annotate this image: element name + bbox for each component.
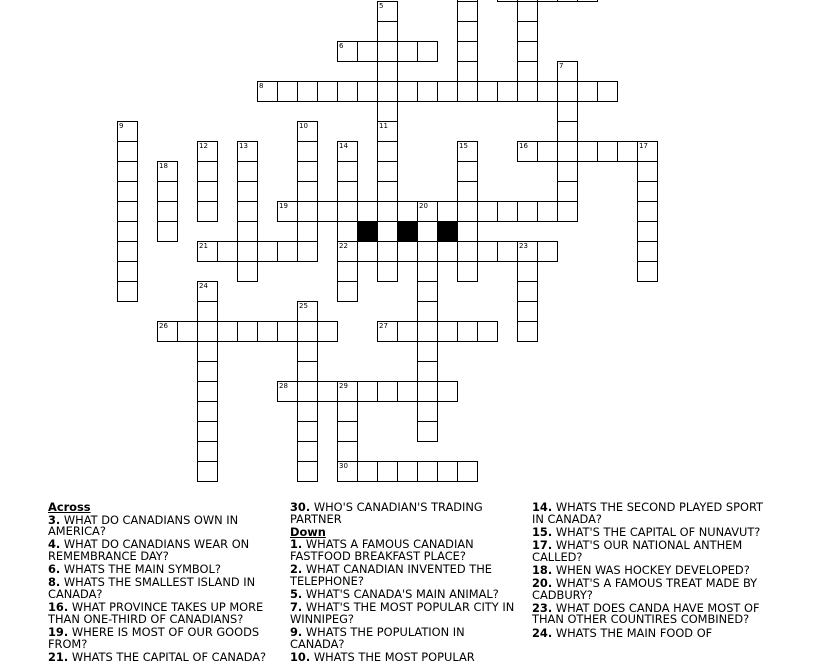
grid-cell[interactable]	[437, 201, 458, 222]
clue-item	[532, 625, 764, 640]
clue-text: WHAT'S THE MOST POPULAR CITY IN WINNIPEG?	[290, 600, 515, 626]
clue-item	[532, 575, 764, 602]
clue-number: 12	[199, 142, 208, 150]
clue-item	[290, 502, 522, 525]
grid-cell[interactable]	[637, 161, 658, 182]
grid-cell[interactable]	[477, 201, 498, 222]
grid-cell[interactable]	[297, 301, 318, 322]
grid-cell[interactable]	[457, 61, 478, 82]
clue-number: 14	[339, 142, 348, 150]
clue-text: WHATS THE SECOND PLAYED SPORT IN CANADA?	[532, 500, 763, 526]
clue-number: 6	[339, 42, 344, 50]
clue-item	[532, 524, 764, 539]
grid-cell[interactable]	[457, 161, 478, 182]
clue-item	[290, 624, 522, 651]
grid-cell[interactable]	[277, 381, 298, 402]
grid-cell[interactable]	[157, 201, 178, 222]
grid-cell[interactable]	[457, 221, 478, 242]
grid-cell[interactable]	[457, 201, 478, 222]
clue-number: 21	[199, 242, 208, 250]
grid-cell[interactable]	[297, 381, 318, 402]
grid-cell[interactable]	[377, 201, 398, 222]
black-square	[437, 221, 458, 242]
grid-cell[interactable]	[637, 261, 658, 282]
grid-cell[interactable]	[637, 221, 658, 242]
grid-cell[interactable]	[377, 381, 398, 402]
grid-cell[interactable]	[257, 81, 278, 102]
grid-cell[interactable]	[377, 141, 398, 162]
grid-cell[interactable]	[517, 81, 538, 102]
grid-cell[interactable]	[117, 201, 138, 222]
grid-cell[interactable]	[337, 201, 358, 222]
grid-cell[interactable]	[337, 401, 358, 422]
grid-cell[interactable]	[457, 81, 478, 102]
clue-number-label: 5.	[290, 586, 303, 601]
clue-number: 27	[379, 322, 388, 330]
grid-cell[interactable]	[497, 241, 518, 262]
grid-cell[interactable]	[197, 161, 218, 182]
grid-cell[interactable]	[557, 201, 578, 222]
grid-cell[interactable]	[417, 341, 438, 362]
grid-cell[interactable]	[517, 241, 538, 262]
grid-cell[interactable]	[497, 201, 518, 222]
clue-number: 5	[379, 2, 384, 10]
grid-cell[interactable]	[377, 81, 398, 102]
clue-number: 16	[519, 142, 528, 150]
grid-cell[interactable]	[337, 141, 358, 162]
grid-cell[interactable]	[517, 141, 538, 162]
grid-cell[interactable]	[297, 221, 318, 242]
grid-cell[interactable]	[357, 461, 378, 482]
grid-cell[interactable]	[357, 201, 378, 222]
grid-cell[interactable]	[417, 461, 438, 482]
grid-cell[interactable]	[517, 261, 538, 282]
clue-number-label: 21.	[48, 649, 69, 664]
grid-cell[interactable]	[637, 141, 658, 162]
grid-cell[interactable]	[457, 261, 478, 282]
grid-cell[interactable]	[337, 421, 358, 442]
grid-cell[interactable]	[197, 421, 218, 442]
grid-cell[interactable]	[597, 81, 618, 102]
grid-cell[interactable]	[337, 81, 358, 102]
grid-cell[interactable]	[537, 81, 558, 102]
grid-cell[interactable]	[377, 241, 398, 262]
grid-cell[interactable]	[197, 401, 218, 422]
grid-cell[interactable]	[517, 21, 538, 42]
grid-cell[interactable]	[377, 321, 398, 342]
grid-cell[interactable]	[297, 401, 318, 422]
clue-text: WHATS THE MOST POPULAR	[313, 649, 475, 664]
grid-cell[interactable]	[157, 181, 178, 202]
clue-number: 20	[419, 202, 428, 210]
clue-item	[532, 562, 764, 577]
clue-item	[48, 602, 280, 625]
grid-cell[interactable]	[297, 121, 318, 142]
clue-number: 30	[339, 462, 348, 470]
grid-cell[interactable]	[417, 381, 438, 402]
grid-cell[interactable]	[117, 221, 138, 242]
grid-cell[interactable]	[457, 1, 478, 22]
grid-cell[interactable]	[577, 81, 598, 102]
grid-cell[interactable]	[417, 41, 438, 62]
grid-cell[interactable]	[457, 241, 478, 262]
grid-cell[interactable]	[557, 81, 578, 102]
grid-cell[interactable]	[497, 81, 518, 102]
grid-cell[interactable]	[157, 321, 178, 342]
grid-cell[interactable]	[297, 161, 318, 182]
clue-text: WHEN WAS HOCKEY DEVELOPED?	[555, 562, 750, 577]
clue-item	[290, 649, 522, 664]
grid-cell[interactable]	[557, 141, 578, 162]
clue-number-label: 4.	[48, 537, 61, 552]
grid-cell[interactable]	[197, 441, 218, 462]
grid-cell[interactable]	[377, 21, 398, 42]
grid-cell[interactable]	[557, 121, 578, 142]
grid-cell[interactable]	[197, 321, 218, 342]
grid-cell[interactable]	[397, 41, 418, 62]
clue-item	[532, 502, 764, 525]
grid-cell[interactable]	[277, 201, 298, 222]
grid-cell[interactable]	[117, 161, 138, 182]
grid-cell[interactable]	[537, 241, 558, 262]
grid-cell[interactable]	[377, 221, 398, 242]
grid-cell[interactable]	[297, 421, 318, 442]
grid-cell[interactable]	[157, 161, 178, 182]
clue-number-label: 2.	[290, 562, 303, 577]
grid-cell[interactable]	[217, 321, 238, 342]
grid-cell[interactable]	[577, 0, 598, 2]
grid-cell[interactable]	[397, 201, 418, 222]
clue-list	[0, 502, 816, 662]
clue-number-label: 17.	[532, 537, 553, 552]
grid-cell[interactable]	[437, 321, 458, 342]
clue-text: WHAT'S OUR NATIONAL ANTHEM CALLED?	[532, 537, 743, 564]
clue-item	[290, 564, 522, 587]
grid-cell[interactable]	[377, 101, 398, 122]
grid-cell[interactable]	[517, 201, 538, 222]
clue-text: WHAT CANADIAN INVENTED THE TELEPHONE?	[290, 562, 492, 588]
grid-cell[interactable]	[237, 261, 258, 282]
grid-cell[interactable]	[437, 381, 458, 402]
grid-cell[interactable]	[517, 281, 538, 302]
clue-number: 19	[279, 202, 288, 210]
clue-number: 17	[639, 142, 648, 150]
grid-cell[interactable]	[497, 0, 518, 2]
clue-number-label: 1.	[290, 537, 303, 552]
grid-cell[interactable]	[557, 0, 578, 2]
across-heading: Across	[48, 500, 91, 514]
clue-item	[290, 539, 522, 562]
grid-cell[interactable]	[397, 381, 418, 402]
clue-number: 28	[279, 382, 288, 390]
grid-cell[interactable]	[117, 281, 138, 302]
grid-cell[interactable]	[397, 321, 418, 342]
clue-number-label: 3.	[48, 512, 61, 527]
grid-cell[interactable]	[237, 201, 258, 222]
grid-cell[interactable]	[297, 321, 318, 342]
grid-cell[interactable]	[437, 81, 458, 102]
down-heading: Down	[290, 524, 326, 539]
clue-item	[48, 649, 280, 664]
grid-cell[interactable]	[557, 61, 578, 82]
grid-cell[interactable]	[337, 41, 358, 62]
grid-cell[interactable]	[317, 81, 338, 102]
grid-cell[interactable]	[457, 461, 478, 482]
clue-text: WHAT'S CANADA'S MAIN ANIMAL?	[305, 586, 499, 601]
grid-cell[interactable]	[277, 81, 298, 102]
grid-cell[interactable]	[417, 281, 438, 302]
grid-cell[interactable]	[297, 341, 318, 362]
clue-number: 9	[119, 122, 124, 130]
grid-cell[interactable]	[197, 281, 218, 302]
clue-item	[290, 602, 522, 625]
clue-number: 29	[339, 382, 348, 390]
grid-cell[interactable]	[297, 361, 318, 382]
grid-cell[interactable]	[317, 381, 338, 402]
grid-cell[interactable]	[337, 221, 358, 242]
clue-text: WHATS THE POPULATION IN CANADA?	[290, 624, 465, 651]
black-square	[397, 221, 418, 242]
clue-column-1	[48, 502, 280, 665]
grid-cell[interactable]	[377, 181, 398, 202]
grid-cell[interactable]	[257, 321, 278, 342]
grid-cell[interactable]	[117, 141, 138, 162]
clue-column-2	[290, 502, 522, 665]
clue-text: WHAT DOES CANDA HAVE MOST OF THAN OTHER COUNTIRES COMBINED?	[532, 600, 760, 627]
grid-cell[interactable]	[177, 321, 198, 342]
clue-number: 7	[559, 62, 564, 70]
grid-cell[interactable]	[437, 241, 458, 262]
grid-cell[interactable]	[197, 141, 218, 162]
clue-number-label: 10.	[290, 649, 311, 664]
clue-item	[532, 600, 764, 627]
clue-item	[290, 586, 522, 601]
grid-cell[interactable]	[517, 61, 538, 82]
clue-text: WHATS A FAMOUS CANADIAN FASTFOOD BREAKFAST PLACE?	[290, 537, 474, 563]
grid-cell[interactable]	[417, 261, 438, 282]
grid-cell[interactable]	[537, 0, 558, 2]
grid-cell[interactable]	[197, 361, 218, 382]
grid-cell[interactable]	[377, 121, 398, 142]
clue-number-label: 14.	[532, 500, 553, 514]
grid-cell[interactable]	[457, 21, 478, 42]
grid-cell[interactable]	[197, 181, 218, 202]
clue-text: WHATS THE CAPITAL OF CANADA?	[71, 649, 267, 664]
grid-cell[interactable]	[337, 441, 358, 462]
grid-cell[interactable]	[477, 81, 498, 102]
grid-cell[interactable]	[117, 241, 138, 262]
grid-cell[interactable]	[297, 81, 318, 102]
grid-cell[interactable]	[437, 461, 458, 482]
grid-cell[interactable]	[117, 121, 138, 142]
clue-text: WHAT PROVINCE TAKES UP MORE THAN ONE-THIRD OF CANADIANS?	[48, 600, 264, 626]
grid-cell[interactable]	[577, 141, 598, 162]
grid-cell[interactable]	[477, 321, 498, 342]
grid-cell[interactable]	[297, 141, 318, 162]
grid-cell[interactable]	[237, 181, 258, 202]
clue-number: 10	[299, 122, 308, 130]
clue-item	[48, 512, 280, 539]
grid-cell[interactable]	[337, 261, 358, 282]
grid-cell[interactable]	[477, 241, 498, 262]
clue-number-label: 23.	[532, 600, 553, 615]
clue-number: 11	[379, 122, 388, 130]
clue-text: WHAT DO CANADIANS OWN IN AMERICA?	[48, 512, 239, 539]
grid-cell[interactable]	[337, 281, 358, 302]
grid-cell[interactable]	[337, 181, 358, 202]
grid-cell[interactable]	[197, 301, 218, 322]
clue-number: 25	[299, 302, 308, 310]
grid-cell[interactable]	[337, 381, 358, 402]
clue-number-label: 18.	[532, 562, 553, 577]
grid-cell[interactable]	[557, 101, 578, 122]
grid-cell[interactable]	[377, 261, 398, 282]
clue-text: WHAT DO CANADIANS WEAR ON REMEMBRANCE DAY?	[48, 537, 250, 563]
clue-number-label: 30.	[290, 500, 311, 514]
clue-item	[48, 539, 280, 562]
grid-cell[interactable]	[417, 421, 438, 442]
grid-cell[interactable]	[377, 161, 398, 182]
clue-number: 18	[159, 162, 168, 170]
clue-text: WHAT'S THE CAPITAL OF NUNAVUT?	[555, 524, 761, 539]
grid-cell[interactable]	[517, 41, 538, 62]
grid-cell[interactable]	[377, 41, 398, 62]
clue-text: WHO'S CANADIAN'S TRADING PARTNER	[290, 500, 483, 526]
grid-cell[interactable]	[237, 321, 258, 342]
grid-cell[interactable]	[377, 61, 398, 82]
grid-cell[interactable]	[417, 81, 438, 102]
grid-cell[interactable]	[557, 161, 578, 182]
grid-cell[interactable]	[277, 241, 298, 262]
grid-cell[interactable]	[117, 181, 138, 202]
grid-cell[interactable]	[397, 241, 418, 262]
clue-number: 22	[339, 242, 348, 250]
grid-cell[interactable]	[337, 461, 358, 482]
clue-text: WHATS THE MAIN FOOD OF	[555, 625, 713, 640]
clue-number-label: 16.	[48, 600, 69, 615]
grid-cell[interactable]	[597, 141, 618, 162]
grid-cell[interactable]	[417, 361, 438, 382]
clue-number-label: 9.	[290, 624, 303, 639]
grid-cell[interactable]	[237, 241, 258, 262]
clue-number: 8	[259, 82, 264, 90]
grid-cell[interactable]	[317, 201, 338, 222]
clue-number-label: 24.	[532, 625, 553, 640]
grid-cell[interactable]	[397, 461, 418, 482]
grid-cell[interactable]	[197, 341, 218, 362]
clue-number: 23	[519, 242, 528, 250]
grid-cell[interactable]	[637, 241, 658, 262]
grid-cell[interactable]	[297, 181, 318, 202]
grid-cell[interactable]	[517, 321, 538, 342]
grid-cell[interactable]	[417, 301, 438, 322]
grid-cell[interactable]	[517, 301, 538, 322]
grid-cell[interactable]	[297, 241, 318, 262]
grid-cell[interactable]	[297, 441, 318, 462]
grid-cell[interactable]	[637, 181, 658, 202]
clue-number: 15	[459, 142, 468, 150]
grid-cell[interactable]	[117, 261, 138, 282]
grid-cell[interactable]	[617, 141, 638, 162]
grid-cell[interactable]	[457, 141, 478, 162]
grid-cell[interactable]	[317, 321, 338, 342]
clue-item	[532, 537, 764, 564]
grid-cell[interactable]	[297, 461, 318, 482]
grid-cell[interactable]	[197, 201, 218, 222]
clue-number-label: 20.	[532, 575, 553, 590]
grid-cell[interactable]	[417, 201, 438, 222]
grid-cell[interactable]	[237, 221, 258, 242]
clue-item	[48, 564, 280, 576]
grid-cell[interactable]	[537, 141, 558, 162]
clue-number: 13	[239, 142, 248, 150]
grid-cell[interactable]	[337, 241, 358, 262]
grid-cell[interactable]	[637, 201, 658, 222]
grid-cell[interactable]	[237, 141, 258, 162]
grid-cell[interactable]	[397, 81, 418, 102]
grid-cell[interactable]	[357, 41, 378, 62]
grid-cell[interactable]	[457, 321, 478, 342]
grid-cell[interactable]	[357, 381, 378, 402]
clue-item	[48, 577, 280, 600]
grid-cell[interactable]	[457, 41, 478, 62]
clue-number: 26	[159, 322, 168, 330]
grid-cell[interactable]	[277, 321, 298, 342]
black-square	[357, 221, 378, 242]
grid-cell[interactable]	[377, 461, 398, 482]
grid-cell[interactable]	[357, 241, 378, 262]
clue-text: WHATS THE SMALLEST ISLAND IN CANADA?	[48, 575, 256, 601]
clue-number-label: 7.	[290, 600, 303, 615]
grid-cell[interactable]	[417, 221, 438, 242]
grid-cell[interactable]	[417, 241, 438, 262]
grid-cell[interactable]	[297, 201, 318, 222]
clue-number: 24	[199, 282, 208, 290]
grid-cell[interactable]	[197, 381, 218, 402]
grid-cell[interactable]	[517, 1, 538, 22]
grid-cell[interactable]	[237, 161, 258, 182]
grid-cell[interactable]	[417, 321, 438, 342]
grid-cell[interactable]	[457, 181, 478, 202]
clue-number-label: 19.	[48, 624, 69, 639]
grid-cell[interactable]	[557, 181, 578, 202]
clue-text: WHAT'S A FAMOUS TREAT MADE BY CADBURY?	[532, 575, 758, 602]
grid-cell[interactable]	[357, 81, 378, 102]
grid-cell[interactable]	[217, 241, 238, 262]
grid-cell[interactable]	[257, 241, 278, 262]
clue-number-label: 8.	[48, 575, 61, 590]
grid-cell[interactable]	[537, 201, 558, 222]
grid-cell[interactable]	[377, 1, 398, 22]
grid-cell[interactable]	[417, 401, 438, 422]
clue-number-label: 6.	[48, 562, 61, 577]
clue-item	[48, 624, 280, 651]
clue-text: WHERE IS MOST OF OUR GOODS FROM?	[48, 624, 260, 651]
grid-cell[interactable]	[157, 221, 178, 242]
grid-cell[interactable]	[197, 461, 218, 482]
clue-text: WHATS THE MAIN SYMBOL?	[63, 562, 221, 577]
grid-cell[interactable]	[337, 161, 358, 182]
grid-cell[interactable]	[197, 241, 218, 262]
clue-number-label: 15.	[532, 524, 553, 539]
clue-column-3	[532, 502, 764, 641]
